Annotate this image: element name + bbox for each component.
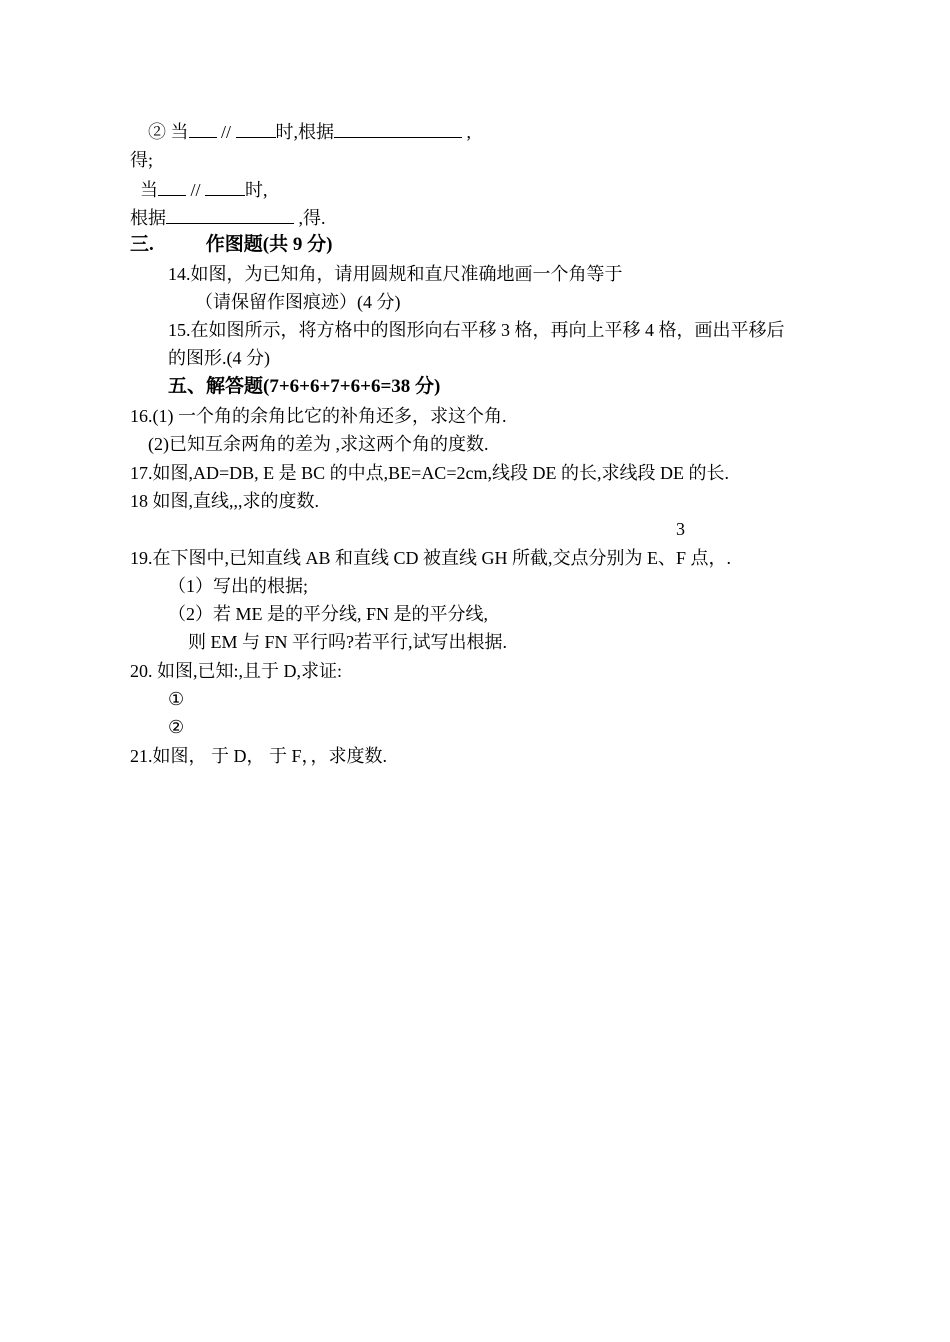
question-15-cont: 的图形.(4 分) (168, 348, 270, 368)
question-16-part-2: (2)已知互余两角的差为 ,求这两个角的度数. (148, 434, 489, 454)
question-14-note: （请保留作图痕迹）(4 分) (195, 292, 401, 312)
question-20: 20. 如图,已知:,且于 D,求证: (130, 661, 343, 681)
fill-blank[interactable] (158, 178, 186, 196)
question-19-part-2-cont: 则 EM 与 FN 平行吗?若平行,试写出根据. (188, 632, 507, 652)
question-19: 19.在下图中,已知直线 AB 和直线 CD 被直线 GH 所截,交点分别为 E、F 点，. (130, 548, 732, 568)
question-15: 15.在如图所示，将方格中的图形向右平移 3 格，再向上平移 4 格，画出平移后 (168, 320, 785, 340)
question-18: 18 如图,直线,,,求的度数. (130, 491, 319, 511)
proof-line-get: 得; (130, 150, 154, 170)
fill-blank[interactable] (189, 120, 217, 138)
question-19-part-1: （1）写出的根据; (168, 576, 309, 596)
fill-blank[interactable] (166, 206, 294, 224)
fill-blank[interactable] (205, 178, 245, 196)
proof-line-when: 当 // 时, (140, 180, 268, 200)
question-14: 14.如图，为已知角，请用圆规和直尺准确地画一个角等于 (168, 264, 623, 284)
question-16-part-1: 16.(1) 一个角的余角比它的补角还多，求这个角. (130, 406, 507, 426)
question-19-part-2: （2）若 ME 是的平分线, FN 是的平分线, (168, 604, 489, 624)
question-21: 21.如图， 于 D， 于 F，，求度数. (130, 746, 388, 766)
fill-blank[interactable] (236, 120, 276, 138)
fill-blank[interactable] (334, 120, 462, 138)
stray-number: 3 (676, 519, 685, 539)
proof-line-2-when: ② 当 // 时,根据 , (148, 122, 472, 142)
question-20-item-1: ① (168, 689, 185, 709)
section-3-heading: 三. 作图题(共 9 分) (130, 234, 333, 255)
section-5-heading: 五、解答题(7+6+6+7+6+6=38 分) (168, 376, 441, 397)
question-20-item-2: ② (168, 717, 185, 737)
proof-line-basis: 根据 ,得. (130, 208, 326, 228)
question-17: 17.如图,AD=DB, E 是 BC 的中点,BE=AC=2cm,线段 DE 的长,求线段 DE 的长. (130, 463, 729, 483)
